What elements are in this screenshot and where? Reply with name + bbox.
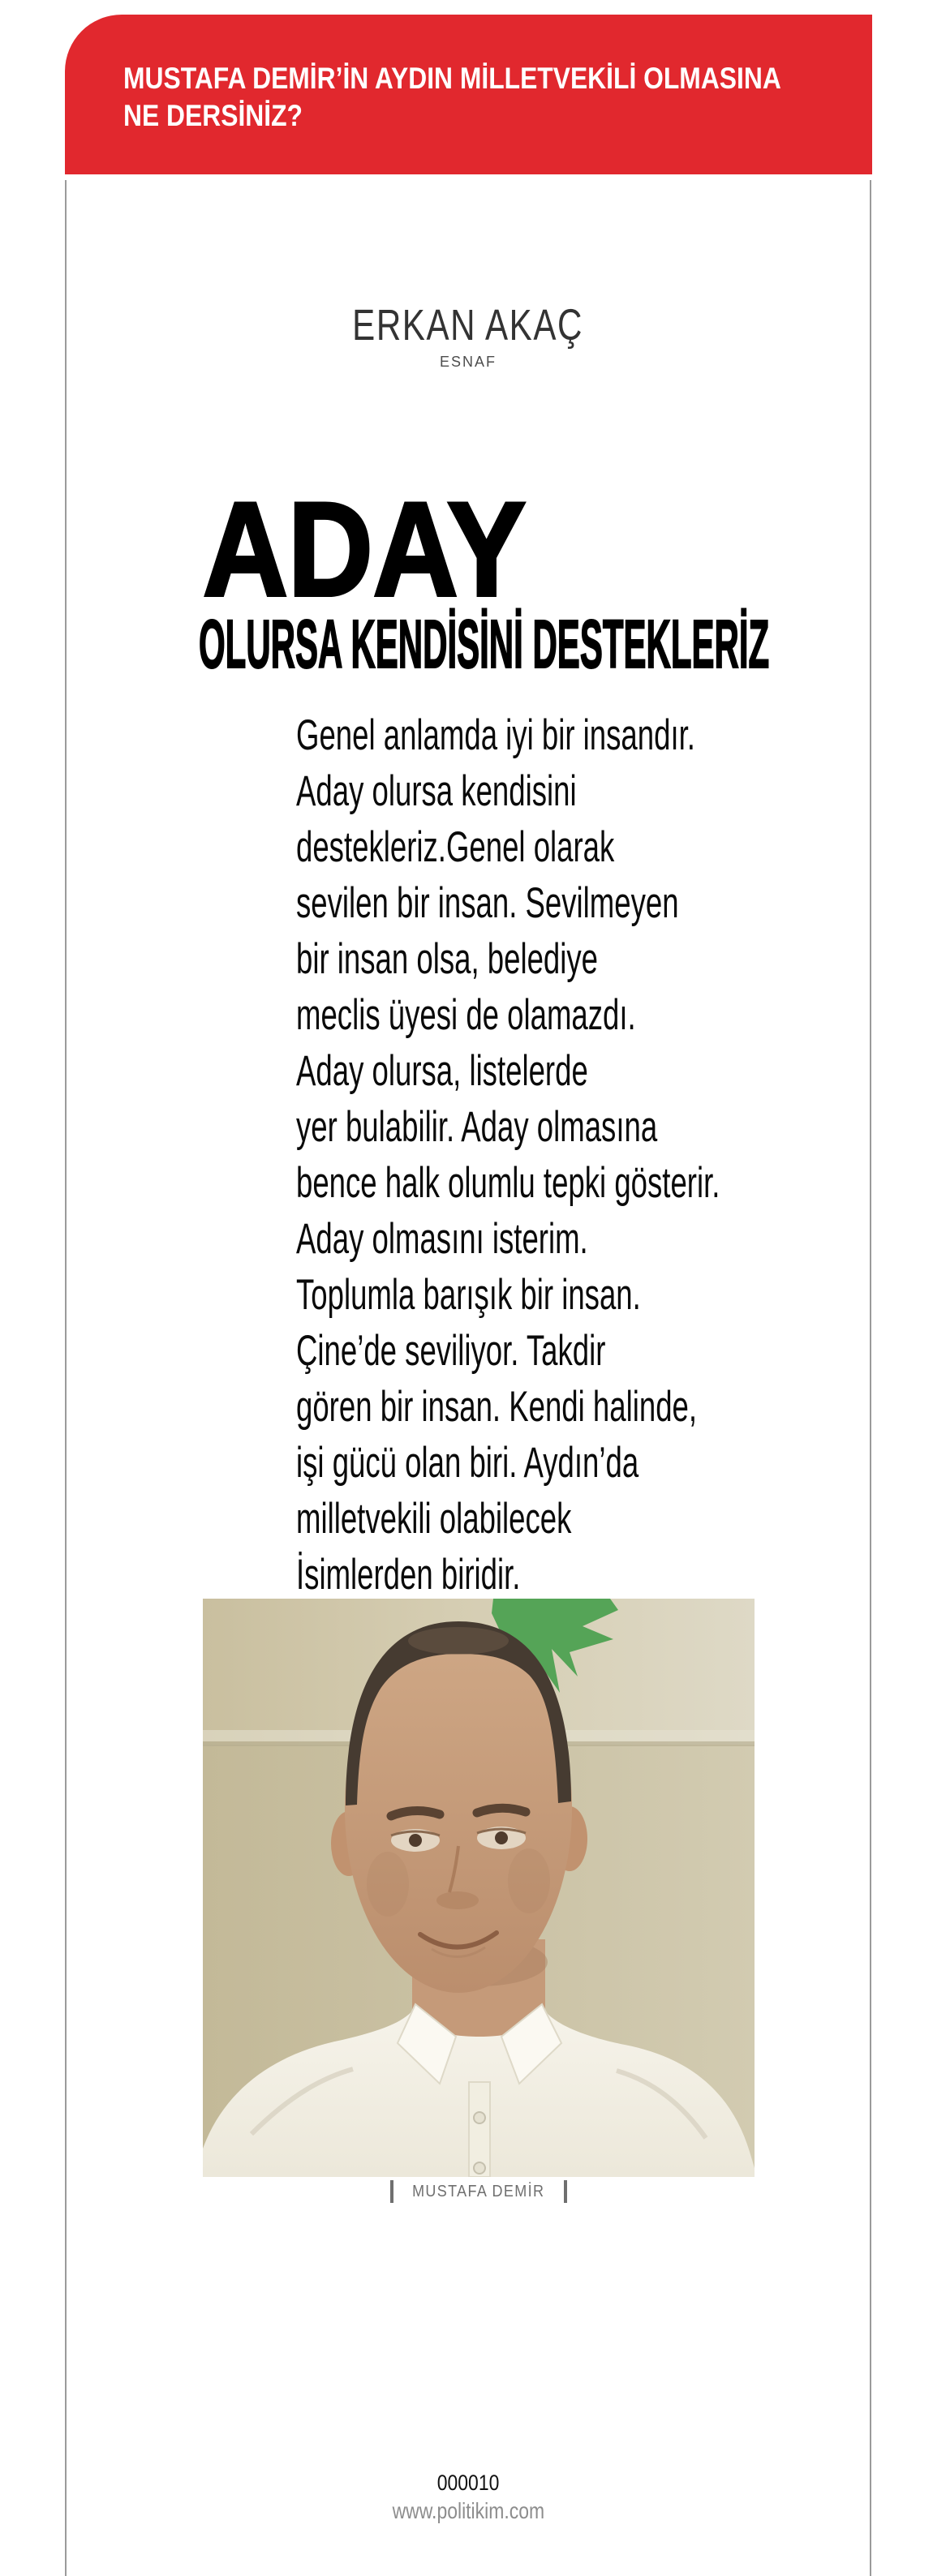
banner-line-2: NE DERSİNİZ? bbox=[123, 99, 303, 132]
banner-line-1: MUSTAFA DEMİR’İN AYDIN MİLLETVEKİLİ OLMASINA bbox=[123, 62, 781, 95]
eyebrow bbox=[477, 1808, 526, 1813]
quote-line: milletvekili olabilecek bbox=[296, 1495, 572, 1543]
quote-line: İsimlerden biridir. bbox=[296, 1551, 521, 1599]
footer-code: 000010 bbox=[436, 2471, 500, 2495]
caption-bar-left bbox=[390, 2180, 393, 2203]
quote-line: meclis üyesi de olamazdı. bbox=[296, 991, 636, 1039]
quote-line: gören bir insan. Kendi halinde, bbox=[296, 1383, 698, 1431]
question-banner bbox=[65, 15, 872, 174]
quote-line: Toplumla barışık bir insan. bbox=[296, 1271, 641, 1319]
shirt-button bbox=[474, 2162, 485, 2174]
quote-line: sevilen bir insan. Sevilmeyen bbox=[296, 879, 679, 927]
page-frame-left-rule bbox=[65, 180, 67, 2576]
quote-line: Genel anlamda iyi bir insandır. bbox=[296, 711, 695, 759]
quote-line: Aday olursa kendisini bbox=[296, 767, 577, 815]
footer-site-row bbox=[65, 2498, 871, 2524]
eye bbox=[409, 1834, 422, 1847]
interviewee-role: ESNAF bbox=[439, 354, 497, 370]
shirt-button bbox=[474, 2112, 485, 2123]
footer-code-row bbox=[65, 2471, 871, 2496]
quote-line: Aday olursa, listelerde bbox=[296, 1047, 588, 1095]
interviewee-role-row bbox=[65, 354, 871, 371]
photo-caption bbox=[203, 2180, 755, 2203]
headline-main: ADAY bbox=[203, 474, 527, 624]
quote-line: bir insan olsa, belediye bbox=[296, 935, 599, 983]
quote-line: işi gücü olan biri. Aydın’da bbox=[296, 1439, 639, 1487]
quote-line: bence halk olumlu tepki gösterir. bbox=[296, 1159, 720, 1207]
interviewee-name-row bbox=[65, 300, 871, 350]
caption-text: MUSTAFA DEMİR bbox=[412, 2182, 545, 2200]
headline-sub: OLURSA KENDİSİNİ DESTEKLERİZ bbox=[199, 606, 770, 682]
page-frame-right-rule bbox=[870, 180, 871, 2576]
portrait-photo bbox=[203, 1599, 755, 2177]
footer-website: www.politikim.com bbox=[392, 2498, 544, 2523]
interviewee-name: ERKAN AKAÇ bbox=[352, 301, 584, 350]
quote-body bbox=[296, 707, 720, 1603]
caption-bar-right bbox=[564, 2180, 567, 2203]
quote-line: destekleriz.Genel olarak bbox=[296, 823, 615, 871]
eye bbox=[495, 1831, 508, 1844]
quote-line: Aday olmasını isterim. bbox=[296, 1215, 588, 1263]
quote-line: Çine’de seviliyor. Takdir bbox=[296, 1327, 606, 1375]
quote-line: yer bulabilir. Aday olmasına bbox=[296, 1103, 658, 1151]
question-banner-text bbox=[123, 60, 781, 135]
